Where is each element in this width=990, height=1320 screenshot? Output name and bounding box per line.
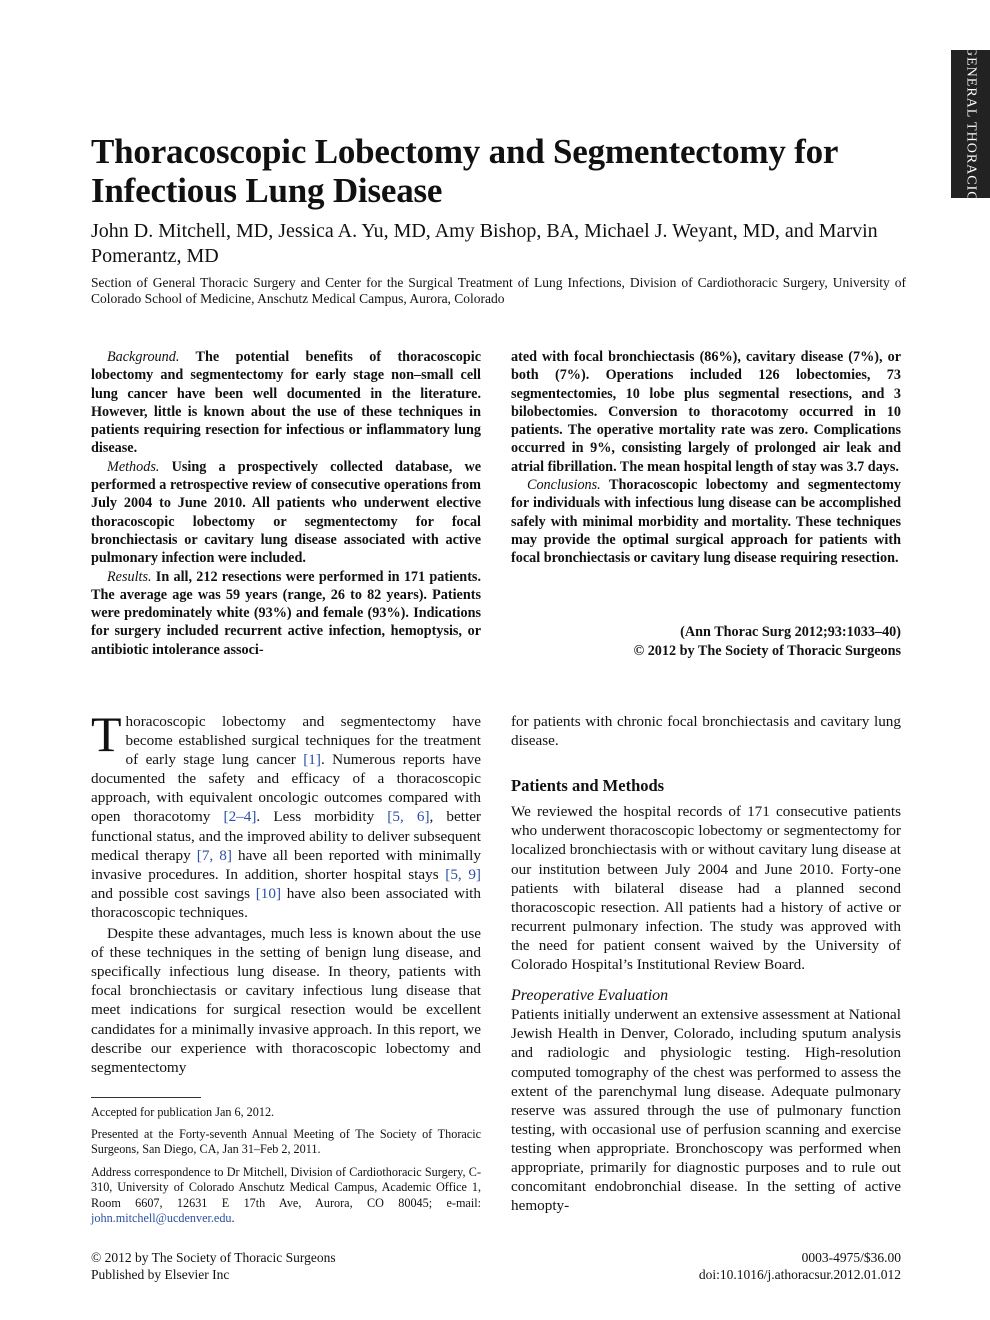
author-list: John D. Mitchell, MD, Jessica A. Yu, MD, Amy Bishop, BA, Michael J. Weyant, MD, and Marvin Pomerantz, MD: [91, 220, 878, 267]
preop-paragraph: Patients initially underwent an extensive assessment at National Jewish Health in Denver, Colorado, including sputum analysis and radiologic and physiologic testing. High-resolution computed tomography of the chest was performed to assess the extent of the parenchymal lung disease. Adequate pulmonary reserve was assured through the use of pulmonary function testing, with occasional use of perfusion scanning and exercise testing when appropriate. Bronchoscopy was performed when appropriate, primarily for diagnostic purposes and to rule out concomitant endobronchial disease. In the setting of active hemopty-: [511, 1006, 901, 1215]
footnote-accepted: Accepted for publication Jan 6, 2012.: [91, 1105, 275, 1119]
abstract-left-column: [91, 348, 481, 659]
section-tab-label: GENERAL THORACIC: [963, 46, 979, 202]
intro-paragraph-2-continued: for patients with chronic focal bronchiectasis and cavitary lung disease.: [511, 713, 901, 750]
body-left-column: [91, 706, 481, 1077]
footnotes: [91, 1105, 481, 1227]
footer-issn: 0003-4975/$36.00: [801, 1250, 901, 1265]
page-footer-right: [699, 1250, 901, 1283]
citation-ref: (Ann Thorac Surg 2012;93:1033–40): [680, 624, 901, 640]
intro-paragraph: Thoracoscopic lobectomy and segmentectomy have become established surgical techniques for the treatment of early stage lung cancer [1]. Numerous reports have documented the safety and efficacy of a thoracoscopic approach, with equivalent oncologic outcomes compared with open thoracotomy [2–4]. Less morbidity [5, 6], better functional status, and the improved ability to deliver subsequent medical therapy [7, 8] have all been reported with minimally invasive procedures. In addition, shorter hospital stays [5, 9] and possible cost savings [10] have also been associated with thoracoscopic techniques.: [91, 706, 481, 921]
citation-link[interactable]: [7, 8]: [196, 846, 232, 864]
footnote-address: Address correspondence to Dr Mitchell, Division of Cardiothoracic Surgery, C-310, University of Colorado Anschutz Medical Campus, Academic Office 1, Room 6607, 12631 E 17th Ave, Aurora, CO 80045; e-mail: john.mitchell@ucdenver.edu.: [91, 1164, 481, 1225]
citation-link[interactable]: [2–4]: [223, 808, 257, 826]
footer-doi: doi:10.1016/j.athoracsur.2012.01.012: [698, 1266, 901, 1282]
article-title: Thoracoscopic Lobectomy and Segmentectomy for Infectious Lung Disease: [91, 132, 838, 210]
abstract-conclusions: Conclusions. Thoracoscopic lobectomy and segmentectomy for individuals with infectious lung disease can be accomplished safely with minimal morbidity and mortality. These techniques may provide the optimal surgical approach for patients with focal bronchiectasis or cavitary lung disease requiring resection.: [511, 477, 901, 567]
results-label: Results.: [107, 568, 152, 585]
abstract-right-column: [511, 348, 901, 568]
citation-link[interactable]: [5, 6]: [387, 808, 430, 826]
section-heading: Patients and Methods: [511, 776, 665, 796]
citation-link[interactable]: [10]: [255, 884, 282, 902]
methods-paragraph: We reviewed the hospital records of 171 consecutive patients who underwent thoracoscopic lobectomy or segmentectomy for localized bronchiectasis with or without cavitary lung disease at our institution between July 2004 and June 2010. Forty-one patients with bilateral disease had a planned second thoracoscopic resection. All patients had a history of active or recurrent pulmonary infection. The study was approved with the need for patient consent waived by the University of Colorado Hospital’s Institutional Review Board.: [511, 803, 901, 974]
footnote-presented: Presented at the Forty-seventh Annual Meeting of The Society of Thoracic Surgeons, San Diego, CA, Jan 31–Feb 2, 2011.: [91, 1126, 481, 1156]
drop-cap: T: [91, 706, 122, 762]
affiliation: Section of General Thoracic Surgery and Center for the Surgical Treatment of Lung Infections, Division of Cardiothoracic Surgery, University of Colorado School of Medicine, Anschutz Medical Campus, Aurora, Colorado: [91, 275, 906, 306]
abstract-methods: Methods. Using a prospectively collected database, we performed a retrospective review of consecutive operations from July 2004 to June 2010. All patients who underwent elective thoracoscopic lobectomy or segmentectomy for focal bronchiectasis or cavitary lung disease associated with active pulmonary infection were included.: [91, 458, 481, 567]
footnote-divider: [91, 1097, 201, 1098]
section-tab: [951, 46, 990, 202]
email-link[interactable]: john.mitchell@ucdenver.edu: [91, 1211, 232, 1225]
conclusions-label: Conclusions.: [527, 477, 601, 494]
citation-link[interactable]: [5, 9]: [445, 865, 481, 883]
abstract-results: Results. In all, 212 resections were performed in 171 patients. The average age was 59 years (range, 26 to 82 years). Patients were predominately white (93%) and female (93%). Indications for surgery included recurrent active infection, hemoptysis, or antibiotic intolerance associ-: [91, 568, 481, 658]
citation-copyright: © 2012 by The Society of Thoracic Surgeons: [633, 643, 901, 659]
body-right-column: [511, 712, 901, 1215]
footer-publisher: Published by Elsevier Inc: [91, 1266, 230, 1282]
journal-citation: [511, 623, 901, 661]
page-footer-left: [91, 1250, 336, 1283]
abstract-results-continued: ated with focal bronchiectasis (86%), cavitary disease (7%), or both (7%). Operations included 126 lobectomies, 73 segmentectomies, 10 lobe plus segmental resections, and 3 bilobectomies. Conversion to thoracotomy occurred in 10 patients. The operative mortality rate was zero. Complications occurred in 9%, consisting largely of prolonged air leak and atrial fibrillation. The mean hospital length of stay was 3.7 days.: [511, 349, 901, 475]
subsection-heading: Preoperative Evaluation: [511, 987, 669, 1005]
methods-label: Methods.: [107, 458, 160, 475]
citation-link[interactable]: [1]: [303, 751, 321, 769]
background-label: Background.: [107, 349, 180, 365]
intro-paragraph-2: Despite these advantages, much less is known about the use of these techniques in the setting of benign lung disease, and specifically infectious lung disease. In theory, patients with focal bronchiectasis or cavitary infectious lung disease that meet indications for surgical resection would be excellent candidates for a minimally invasive approach. In this report, we describe our experience with thoracoscopic lobectomy and segmentectomy: [91, 925, 481, 1076]
abstract-background: Background. The potential benefits of thoracoscopic lobectomy and segmentectomy for early stage non–small cell lung cancer have been well documented in the literature. However, little is known about the use of these techniques in patients requiring resection for infectious or inflammatory lung disease.: [91, 349, 481, 457]
footer-copyright: © 2012 by The Society of Thoracic Surgeons: [91, 1250, 336, 1265]
